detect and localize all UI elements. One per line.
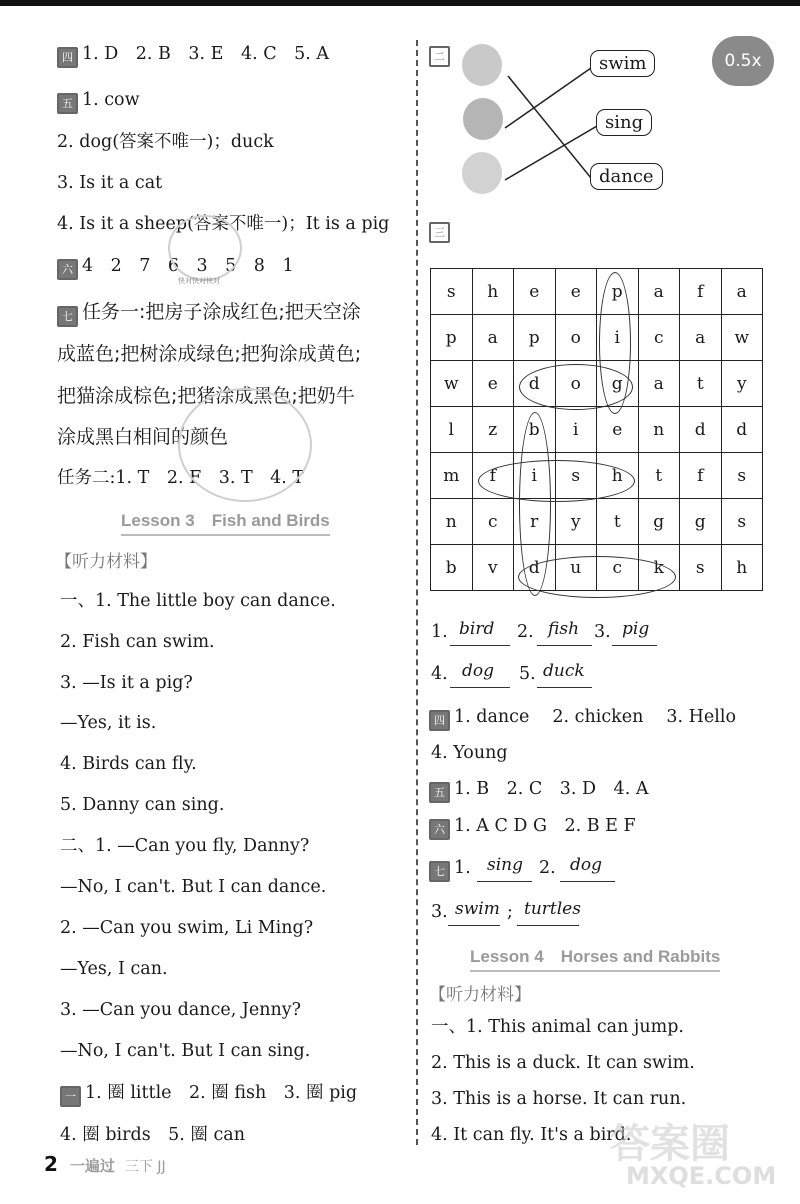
right-section-6-answers	[429, 814, 636, 840]
grid-cell: u	[555, 545, 597, 591]
grid-cell: d	[514, 361, 556, 407]
grid-cell: v	[472, 545, 514, 591]
grid-cell: d	[721, 407, 763, 453]
grid-cell: s	[721, 453, 763, 499]
answer-text: 1. B 2. C 3. D 4. A	[454, 779, 649, 799]
section-5-line-1	[57, 88, 140, 114]
section-7-line-2: 成蓝色;把树涂成绿色;把狗涂成黄色;	[57, 343, 362, 365]
grid-row	[431, 407, 763, 453]
grid-cell: a	[638, 361, 680, 407]
page-footer	[44, 1152, 166, 1176]
section-badge: 五	[429, 782, 450, 803]
grid-cell: c	[638, 315, 680, 361]
watermark-stamp	[168, 215, 242, 281]
grid-cell: y	[555, 499, 597, 545]
handwritten-answer: turtles	[524, 899, 581, 919]
handwritten-answer: fish	[548, 619, 580, 639]
grid-cell: w	[431, 361, 473, 407]
grid-cell: c	[472, 499, 514, 545]
grid-cell: s	[721, 499, 763, 545]
listening-material-label: 【听力材料】	[55, 552, 157, 572]
answer-underline	[517, 925, 579, 926]
handwritten-answer: duck	[543, 661, 585, 681]
handwritten-answer: pig	[622, 619, 650, 639]
answer-underline	[450, 645, 510, 646]
right-section-4-line-1	[429, 705, 736, 731]
circle-duck	[518, 556, 676, 598]
grid-cell: p	[514, 315, 556, 361]
match-word-dance: dance	[590, 163, 663, 190]
grid-cell: i	[555, 407, 597, 453]
grid-row	[431, 315, 763, 361]
answer-underline	[448, 925, 500, 926]
grid-cell: h	[721, 545, 763, 591]
grid-cell: a	[638, 269, 680, 315]
handwritten-answer: bird	[459, 619, 495, 639]
section-badge: 七	[57, 306, 78, 327]
listening-1-line-5: 4. Birds can fly.	[60, 754, 197, 774]
answer-number: 2.	[517, 622, 534, 642]
grid-cell: b	[514, 407, 556, 453]
handwritten-answer: sing	[487, 855, 523, 875]
grid-cell: z	[472, 407, 514, 453]
grid-cell: o	[555, 361, 597, 407]
listening-2-line-6: —No, I can't. But I can sing.	[60, 1041, 311, 1061]
answer-number: 1.	[431, 622, 448, 642]
separator: ;	[507, 902, 513, 922]
grid-cell: t	[680, 361, 722, 407]
answer-text: 1. D 2. B 3. E 4. C 5. A	[82, 44, 329, 64]
section-badge: 七	[429, 861, 450, 882]
grid-cell: t	[597, 499, 639, 545]
site-watermark-url: MXQE.COM	[626, 1162, 777, 1190]
word-search-grid	[430, 268, 763, 591]
grid-cell: s	[431, 269, 473, 315]
answer-number: 5.	[519, 664, 536, 684]
section-badge: 三	[429, 222, 450, 243]
answer-number: 2.	[539, 858, 556, 878]
match-word-swim: swim	[590, 50, 655, 77]
answer-text: 1. 圈 little 2. 圈 fish 3. 圈 pig	[85, 1083, 358, 1103]
grid-cell: f	[680, 269, 722, 315]
grid-cell: p	[431, 315, 473, 361]
answer-underline	[477, 881, 532, 882]
listening-material-label: 【听力材料】	[429, 985, 531, 1005]
section-5-line-4: 4. Is it a sheep(答案不唯一)；It is a pig	[57, 214, 390, 234]
grid-cell: f	[680, 453, 722, 499]
handwritten-answer: swim	[455, 899, 500, 919]
answer-number: 3.	[594, 622, 611, 642]
grid-cell: n	[638, 407, 680, 453]
section-7-line-4: 涂成黑白相间的颜色	[57, 426, 229, 448]
page-number: 2	[44, 1152, 58, 1176]
grid-cell: b	[431, 545, 473, 591]
answer-text: 1. cow	[82, 90, 140, 110]
grid-cell: c	[597, 545, 639, 591]
grid-cell: a	[472, 315, 514, 361]
grid-cell: s	[555, 453, 597, 499]
grid-cell: y	[721, 361, 763, 407]
answer-underline	[560, 881, 615, 882]
handwritten-answer: dog	[570, 855, 602, 875]
listening-1-line-2: 2. Fish can swim.	[60, 632, 215, 652]
answer-number: 3.	[431, 902, 448, 922]
circle-dog	[519, 364, 633, 410]
listening-2-line-3: 2. —Can you swim, Li Ming?	[60, 918, 314, 938]
grid-cell: e	[472, 361, 514, 407]
grid-cell: o	[555, 315, 597, 361]
grid-cell: t	[638, 453, 680, 499]
grid-cell: s	[680, 545, 722, 591]
grid-cell: r	[514, 499, 556, 545]
grid-cell: l	[431, 407, 473, 453]
section-badge: 六	[429, 819, 450, 840]
listening-2-line-1: 二、1. —Can you fly, Danny?	[60, 836, 310, 856]
answer-text: 1. dance 2. chicken 3. Hello	[454, 707, 737, 727]
site-watermark: 答案圈	[610, 1121, 730, 1167]
grid-cell: w	[721, 315, 763, 361]
lesson-3-heading: Lesson 3 Fish and Birds	[121, 506, 330, 536]
match-word-sing: sing	[596, 109, 652, 136]
section-badge: 五	[57, 93, 78, 114]
grid-cell: k	[638, 545, 680, 591]
grid-cell: m	[431, 453, 473, 499]
zoom-level-badge[interactable]: 0.5x	[712, 36, 774, 86]
lesson4-listening-line-2: 2. This is a duck. It can swim.	[431, 1053, 695, 1073]
answer-text: 任务一:把房子涂成红色;把天空涂	[82, 301, 361, 323]
grid-cell: e	[514, 269, 556, 315]
grid-cell: n	[431, 499, 473, 545]
grid-cell: g	[638, 499, 680, 545]
lesson4-listening-line-1: 一、1. This animal can jump.	[431, 1017, 684, 1037]
grid-cell: g	[597, 361, 639, 407]
lesson-4-heading: Lesson 4 Horses and Rabbits	[470, 942, 720, 972]
listening-2-line-4: —Yes, I can.	[60, 959, 168, 979]
listening-1-line-4: —Yes, it is.	[60, 713, 157, 733]
section-badge: 六	[57, 259, 78, 280]
right-section-5-answers	[429, 777, 648, 803]
right-section-7-line-1	[429, 856, 471, 882]
answer-underline	[537, 645, 592, 646]
handwritten-answer: dog	[462, 661, 494, 681]
column-divider	[416, 40, 418, 1145]
section-badge: 四	[429, 710, 450, 731]
listening-1-line-6: 5. Danny can sing.	[60, 795, 225, 815]
grade-label: 三下 JJ	[124, 1159, 166, 1175]
listening-1-line-1: 一、1. The little boy can dance.	[60, 591, 336, 611]
brand-logo: 一遍过	[69, 1157, 115, 1175]
grid-cell: p	[597, 269, 639, 315]
answer-text: 4 2 7 6 3 5 8 1	[82, 256, 294, 276]
grid-cell: h	[597, 453, 639, 499]
circle-fish	[478, 460, 635, 502]
answer-text: 1. A C D G 2. B E F	[454, 816, 636, 836]
section-7-line-5: 任务二:1. T 2. F 3. T 4. T	[57, 468, 305, 488]
stamp-small-text: 快对快对快对	[178, 277, 220, 285]
grid-cell: a	[680, 315, 722, 361]
grid-cell: f	[472, 453, 514, 499]
section-4-answers	[57, 42, 329, 68]
grid-cell: g	[680, 499, 722, 545]
answer-number: 1.	[454, 858, 471, 878]
listening-2-line-2: —No, I can't. But I can dance.	[60, 877, 327, 897]
lesson4-listening-line-3: 3. This is a horse. It can run.	[431, 1089, 687, 1109]
answer-underline	[450, 687, 510, 688]
section-7-line-1	[57, 300, 361, 327]
section-7-line-3: 把猫涂成棕色;把猪涂成黑色;把奶牛	[57, 385, 355, 407]
grid-row	[431, 269, 763, 315]
section-badge: 二	[429, 46, 450, 67]
grid-cell: i	[597, 315, 639, 361]
lesson4-listening-line-4: 4. It can fly. It's a bird.	[431, 1125, 632, 1145]
section-1-answers-line-1	[60, 1081, 357, 1107]
section-5-line-3: 3. Is it a cat	[57, 173, 163, 193]
section-5-line-2: 2. dog(答案不唯一)；duck	[57, 132, 274, 152]
grid-cell: d	[680, 407, 722, 453]
grid-cell: i	[514, 453, 556, 499]
answer-number: 4.	[431, 664, 448, 684]
grid-cell: a	[721, 269, 763, 315]
listening-2-line-5: 3. —Can you dance, Jenny?	[60, 1000, 302, 1020]
grid-cell: e	[555, 269, 597, 315]
grid-cell: d	[514, 545, 556, 591]
right-section-4-line-2: 4. Young	[431, 743, 508, 763]
section-badge: 四	[57, 47, 78, 68]
section-1-answers-line-2: 4. 圈 birds 5. 圈 can	[60, 1125, 245, 1145]
section-badge: 一	[60, 1086, 81, 1107]
grid-row	[431, 499, 763, 545]
answer-underline	[612, 645, 657, 646]
answer-underline	[537, 687, 592, 688]
grid-cell: e	[597, 407, 639, 453]
listening-1-line-3: 3. —Is it a pig?	[60, 673, 193, 693]
watermark-stamp	[178, 388, 312, 502]
grid-cell: h	[472, 269, 514, 315]
